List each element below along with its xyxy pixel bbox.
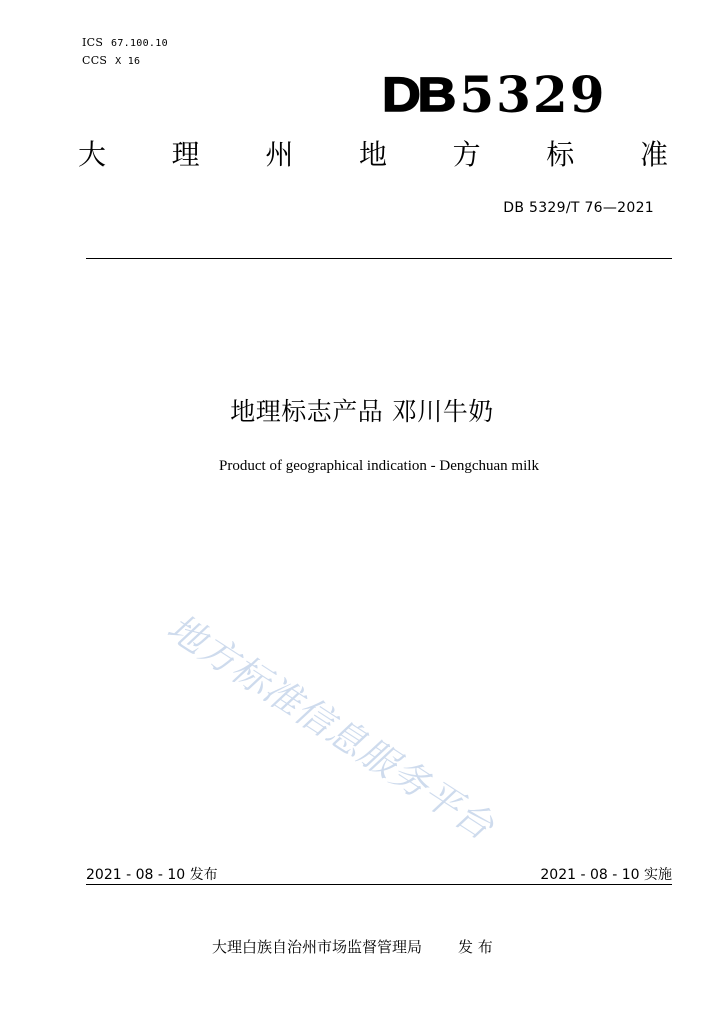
bottom-divider bbox=[86, 884, 672, 885]
publisher-name: 大理白族自治州市场监督管理局 bbox=[212, 938, 423, 956]
standard-type-char: 标 bbox=[546, 138, 575, 171]
implementation-date: 2021 - 08 - 10 实施 bbox=[540, 867, 672, 883]
standard-type-heading bbox=[78, 138, 668, 172]
title-english: Product of geographical indication - Dengchuan milk bbox=[219, 458, 539, 474]
publisher-action: 发 布 bbox=[458, 938, 493, 956]
ccs-code: X 16 bbox=[115, 56, 141, 67]
issue-date: 2021 - 08 - 10 发布 bbox=[86, 867, 218, 883]
ics-line bbox=[82, 34, 168, 52]
db-logo-mark: DB bbox=[382, 69, 453, 122]
ics-code: 67.100.10 bbox=[111, 38, 168, 49]
standard-type-char: 理 bbox=[171, 138, 200, 171]
top-divider bbox=[86, 258, 672, 259]
db-logo bbox=[382, 60, 607, 124]
watermark: 地方标准信息服务平台 bbox=[159, 605, 502, 849]
ccs-label: CCS bbox=[82, 54, 108, 67]
standard-number: DB 5329/T 76—2021 bbox=[503, 200, 654, 216]
classification-codes bbox=[82, 34, 168, 70]
title-chinese: 地理标志产品 邓川牛奶 bbox=[230, 397, 494, 426]
standard-type-char: 方 bbox=[452, 138, 481, 171]
ccs-line bbox=[82, 52, 168, 70]
standard-type-char: 州 bbox=[265, 138, 294, 171]
standard-type-char: 准 bbox=[639, 138, 668, 171]
publisher-line bbox=[212, 936, 493, 957]
standard-type-char: 大 bbox=[78, 138, 107, 171]
db-logo-number: 5329 bbox=[459, 65, 607, 124]
ics-label: ICS bbox=[82, 36, 104, 49]
standard-type-char: 地 bbox=[358, 138, 387, 171]
